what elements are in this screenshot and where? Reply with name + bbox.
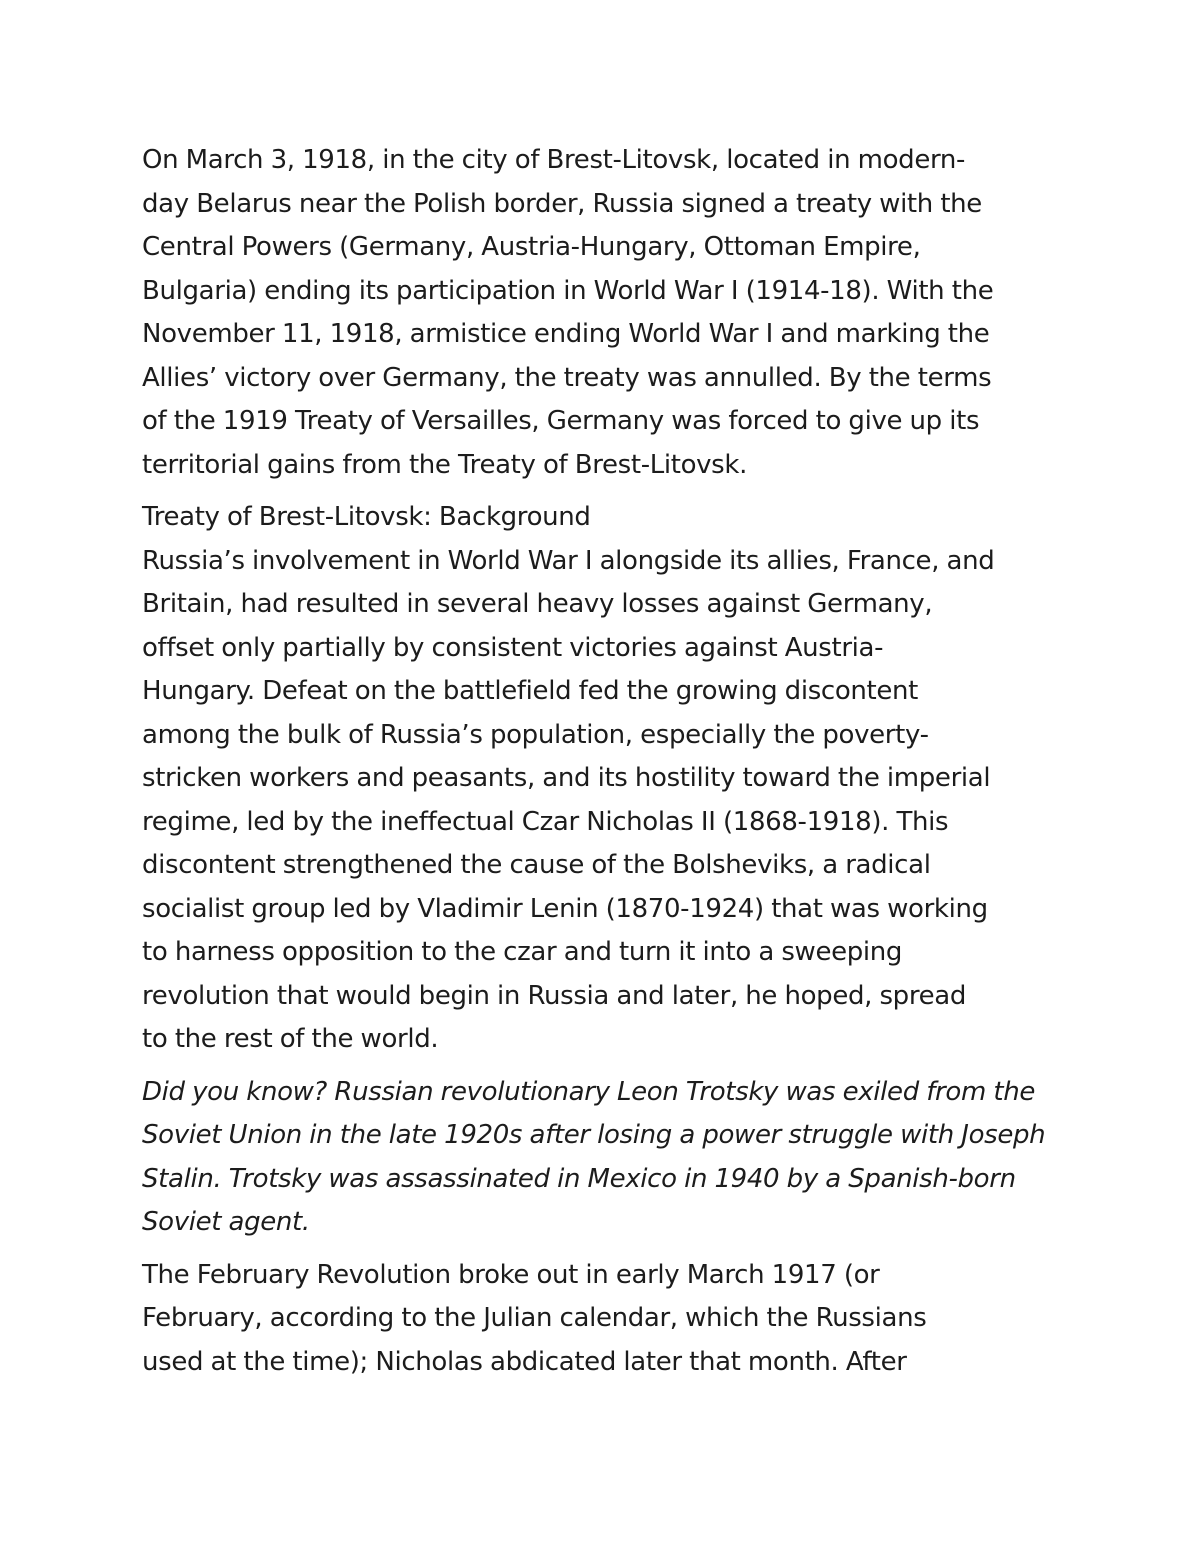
text-line: Central Powers (Germany, Austria-Hungary, Ottoman Empire, [142, 232, 921, 262]
february-revolution-paragraph [142, 1254, 1062, 1385]
text-line: February, according to the Julian calendar, which the Russians [142, 1303, 927, 1333]
text-line: offset only partially by consistent victories against Austria- [142, 632, 884, 663]
text-line: November 11, 1918, armistice ending World War I and marking the [142, 319, 990, 349]
text-line: of the 1919 Treaty of Versailles, Germany was forced to give up its [142, 406, 980, 436]
text-line: The February Revolution broke out in early March 1917 (or [142, 1259, 880, 1290]
text-line: socialist group led by Vladimir Lenin (1870-1924) that was working [142, 893, 988, 924]
section-heading: Treaty of Brest-Litovsk: Background [142, 502, 591, 532]
callout-line: Soviet Union in the late 1920s after losing a power struggle with Joseph [142, 1120, 1046, 1150]
text-line: territorial gains from the Treaty of Brest-Litovsk. [142, 449, 747, 480]
text-line: used at the time); Nicholas abdicated later that month. After [142, 1346, 907, 1377]
text-line: to harness opposition to the czar and turn it into a sweeping [142, 937, 903, 967]
callout-line: Stalin. Trotsky was assassinated in Mexico in 1940 by a Spanish-born [142, 1163, 1016, 1194]
did-you-know-callout [142, 1071, 1062, 1245]
callout-line: Did you know? Russian revolutionary Leon Trotsky was exiled from the [142, 1076, 1035, 1107]
text-line: regime, led by the ineffectual Czar Nicholas II (1868-1918). This [142, 806, 949, 837]
callout-line: Soviet agent. [142, 1207, 310, 1237]
text-line: discontent strengthened the cause of the Bolsheviks, a radical [142, 850, 931, 880]
text-line: Bulgaria) ending its participation in World War I (1914-18). With the [142, 275, 994, 306]
text-line: Hungary. Defeat on the battlefield fed the growing discontent [142, 676, 918, 706]
text-line: Allies’ victory over Germany, the treaty was annulled. By the terms [142, 362, 992, 393]
text-line: Britain, had resulted in several heavy losses against Germany, [142, 589, 933, 619]
document-body [142, 139, 1062, 1384]
intro-paragraph [142, 139, 1062, 487]
text-line: On March 3, 1918, in the city of Brest-Litovsk, located in modern- [142, 145, 966, 175]
text-line: day Belarus near the Polish border, Russia signed a treaty with the [142, 188, 982, 219]
text-line: Russia’s involvement in World War I alongside its allies, France, and [142, 545, 995, 576]
text-line: stricken workers and peasants, and its hostility toward the imperial [142, 763, 991, 793]
text-line: to the rest of the world. [142, 1024, 439, 1054]
background-section [142, 496, 1062, 1062]
text-line: revolution that would begin in Russia and later, he hoped, spread [142, 980, 966, 1011]
text-line: among the bulk of Russia’s population, especially the poverty- [142, 719, 929, 750]
